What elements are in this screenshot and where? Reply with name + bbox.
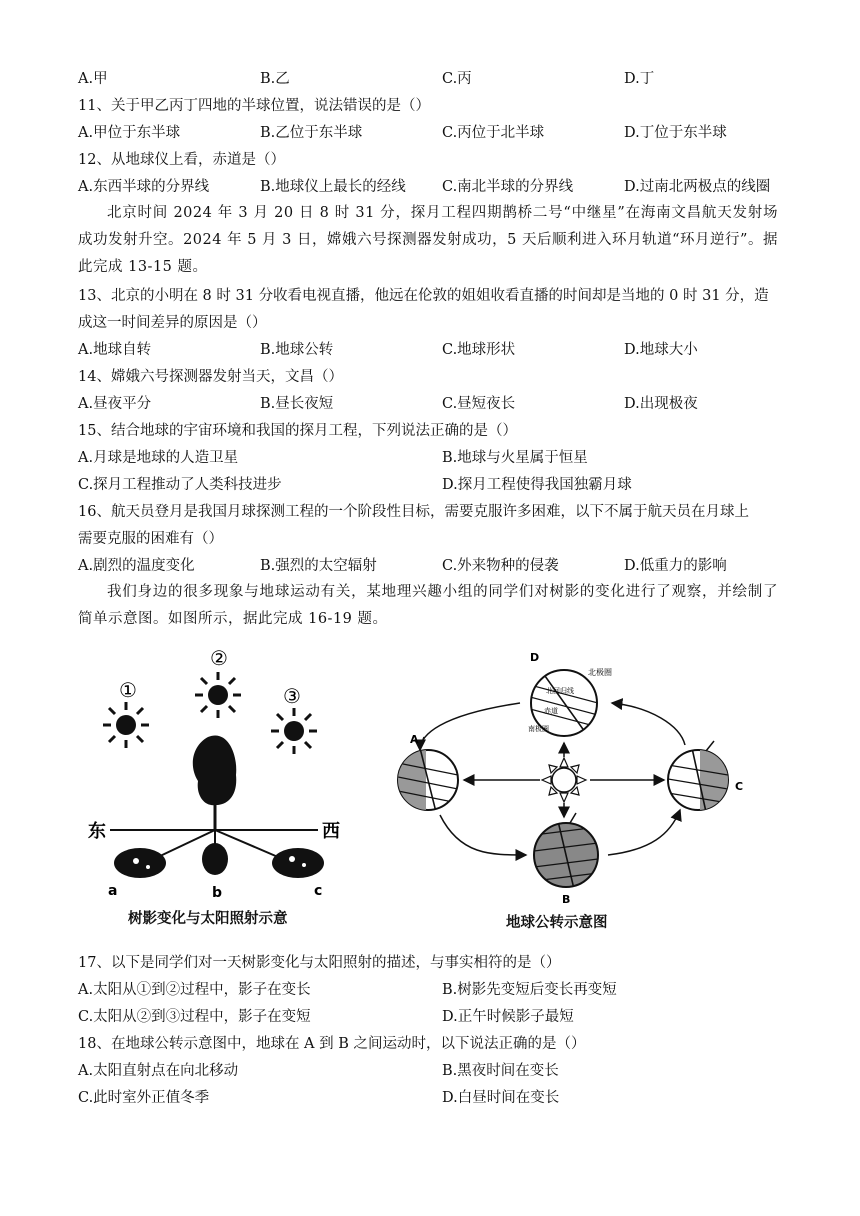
q15-option-c: C.探月工程推动了人类科技进步 <box>78 477 282 493</box>
label-d: D <box>530 651 540 664</box>
q11-option-d: D.丁位于东半球 <box>624 125 727 141</box>
q18-option-b: B.黑夜时间在变长 <box>442 1063 559 1079</box>
q13-option-d: D.地球大小 <box>624 342 698 358</box>
q15-stem: 15、结合地球的宇宙环境和我国的探月工程，下列说法正确的是（） <box>78 423 517 439</box>
earth-b <box>534 813 598 906</box>
sun-label-2: ② <box>210 646 228 670</box>
tree-shadow-caption: 树影变化与太阳照射示意 <box>128 911 288 927</box>
q11-option-b: B.乙位于东半球 <box>260 125 363 141</box>
q11-option-a: A.甲位于东半球 <box>78 125 181 141</box>
q16-option-c: C.外来物种的侵袭 <box>442 558 559 574</box>
q17-option-d: D.正午时候影子最短 <box>442 1009 574 1025</box>
q16-stem-line1: 16、航天员登月是我国月球探测工程的一个阶段性目标，需要克服许多困难，以下不属于航天员在月球上 <box>78 504 749 520</box>
sun-label-1: ① <box>119 678 137 702</box>
q12-stem: 12、从地球仪上看，赤道是（） <box>78 152 285 168</box>
earth-revolution-diagram <box>380 645 750 935</box>
q18-stem: 18、在地球公转示意图中，地球在 A 到 B 之间运动时，以下说法正确的是（） <box>78 1036 586 1052</box>
earth-c <box>668 741 743 812</box>
passage-tree-shadow: 我们身边的很多现象与地球运动有关，某地理兴趣小组的同学们对树影的变化进行了观察，并绘制了简单示意图。如图所示，据此完成 16-19 题。 <box>78 584 778 627</box>
q16-option-b: B.强烈的太空辐射 <box>260 558 377 574</box>
shadow-a <box>114 848 166 878</box>
sun-2-icon <box>195 672 241 718</box>
q15-option-b: B.地球与火星属于恒星 <box>442 450 588 466</box>
q17-option-c: C.太阳从②到③过程中，影子在变短 <box>78 1009 311 1025</box>
orbit-d-to-a <box>420 703 520 750</box>
sun-icon <box>542 758 586 802</box>
earth-revolution-figure <box>380 645 750 935</box>
q18-option-d: D.白昼时间在变长 <box>442 1090 560 1106</box>
shadow-label-a: a <box>108 883 118 899</box>
shadow-label-b: b <box>212 885 223 901</box>
label-c: C <box>735 780 744 793</box>
label-tropic-cancer: 北回归线 <box>546 687 574 695</box>
q13-option-b: B.地球公转 <box>260 342 334 358</box>
q17-option-a: A.太阳从①到②过程中，影子在变长 <box>78 982 311 998</box>
sun-1-icon <box>103 702 149 748</box>
earth-revolution-caption: 地球公转示意图 <box>506 915 608 931</box>
q11-option-c: C.丙位于北半球 <box>442 125 545 141</box>
label-equator: 赤道 <box>544 707 558 715</box>
q12-option-a: A.东西半球的分界线 <box>78 179 210 195</box>
shadow-b <box>202 843 228 875</box>
q14-option-a: A.昼夜平分 <box>78 396 152 412</box>
orbit-c-to-d <box>612 703 685 745</box>
q10-option-a: A.甲 <box>78 71 108 87</box>
q15-option-d: D.探月工程使得我国独霸月球 <box>442 477 632 493</box>
q10-option-b: B.乙 <box>260 71 290 87</box>
sun-3-icon <box>271 708 317 754</box>
west-label: 西 <box>322 821 340 842</box>
earth-d <box>528 651 612 739</box>
shadow-label-c: c <box>314 883 323 899</box>
tree-shadow-figure <box>78 645 378 935</box>
q13-option-a: A.地球自转 <box>78 342 152 358</box>
q16-option-d: D.低重力的影响 <box>624 558 727 574</box>
tree-shadow-diagram <box>78 645 378 935</box>
q17-option-b: B.树影先变短后变长再变短 <box>442 982 617 998</box>
label-antarctic-circle: 南极圈 <box>528 725 549 733</box>
q10-option-d: D.丁 <box>624 71 655 87</box>
q12-option-c: C.南北半球的分界线 <box>442 179 574 195</box>
east-label: 东 <box>88 821 106 842</box>
shadow-c <box>272 848 324 878</box>
label-a: A <box>410 733 419 746</box>
orbit-a-to-b <box>440 815 526 855</box>
q16-stem-line2: 需要克服的困难有（） <box>78 531 223 547</box>
label-arctic-circle: 北极圈 <box>588 668 612 677</box>
q13-stem-line2: 成这一时间差异的原因是（） <box>78 315 267 331</box>
q14-option-d: D.出现极夜 <box>624 396 698 412</box>
tree-crown <box>193 736 236 806</box>
q12-option-d: D.过南北两极点的线圈 <box>624 179 771 195</box>
q15-option-a: A.月球是地球的人造卫星 <box>78 450 239 466</box>
q18-option-c: C.此时室外正值冬季 <box>78 1090 210 1106</box>
q18-option-a: A.太阳直射点在向北移动 <box>78 1063 239 1079</box>
orbit-b-to-c <box>608 810 680 855</box>
q13-option-c: C.地球形状 <box>442 342 516 358</box>
q10-option-c: C.丙 <box>442 71 472 87</box>
q17-stem: 17、以下是同学们对一天树影变化与太阳照射的描述，与事实相符的是（） <box>78 955 561 971</box>
q13-stem-line1: 13、北京的小明在 8 时 31 分收看电视直播，他远在伦敦的姐姐收看直播的时间却是当地的 0 时 31 分，造 <box>78 288 769 304</box>
q14-option-c: C.昼短夜长 <box>442 396 516 412</box>
earth-a <box>398 733 458 812</box>
q11-stem: 11、关于甲乙丙丁四地的半球位置，说法错误的是（） <box>78 98 430 114</box>
q14-stem: 14、嫦娥六号探测器发射当天，文昌（） <box>78 369 343 385</box>
q14-option-b: B.昼长夜短 <box>260 396 334 412</box>
q16-option-a: A.剧烈的温度变化 <box>78 558 195 574</box>
passage-chang-e: 北京时间 2024 年 3 月 20 日 8 时 31 分，探月工程四期鹊桥二号“中继星”在海南文昌航天发射场成功发射升空。2024 年 5 月 3 日，嫦娥六号探测器发射成功，5 天后顺利进入环月轨道“环月逆行”。据此完成 13-15 题。 <box>78 205 778 275</box>
sun-label-3: ③ <box>283 684 301 708</box>
q12-option-b: B.地球仪上最长的经线 <box>260 179 406 195</box>
label-b: B <box>562 893 571 906</box>
